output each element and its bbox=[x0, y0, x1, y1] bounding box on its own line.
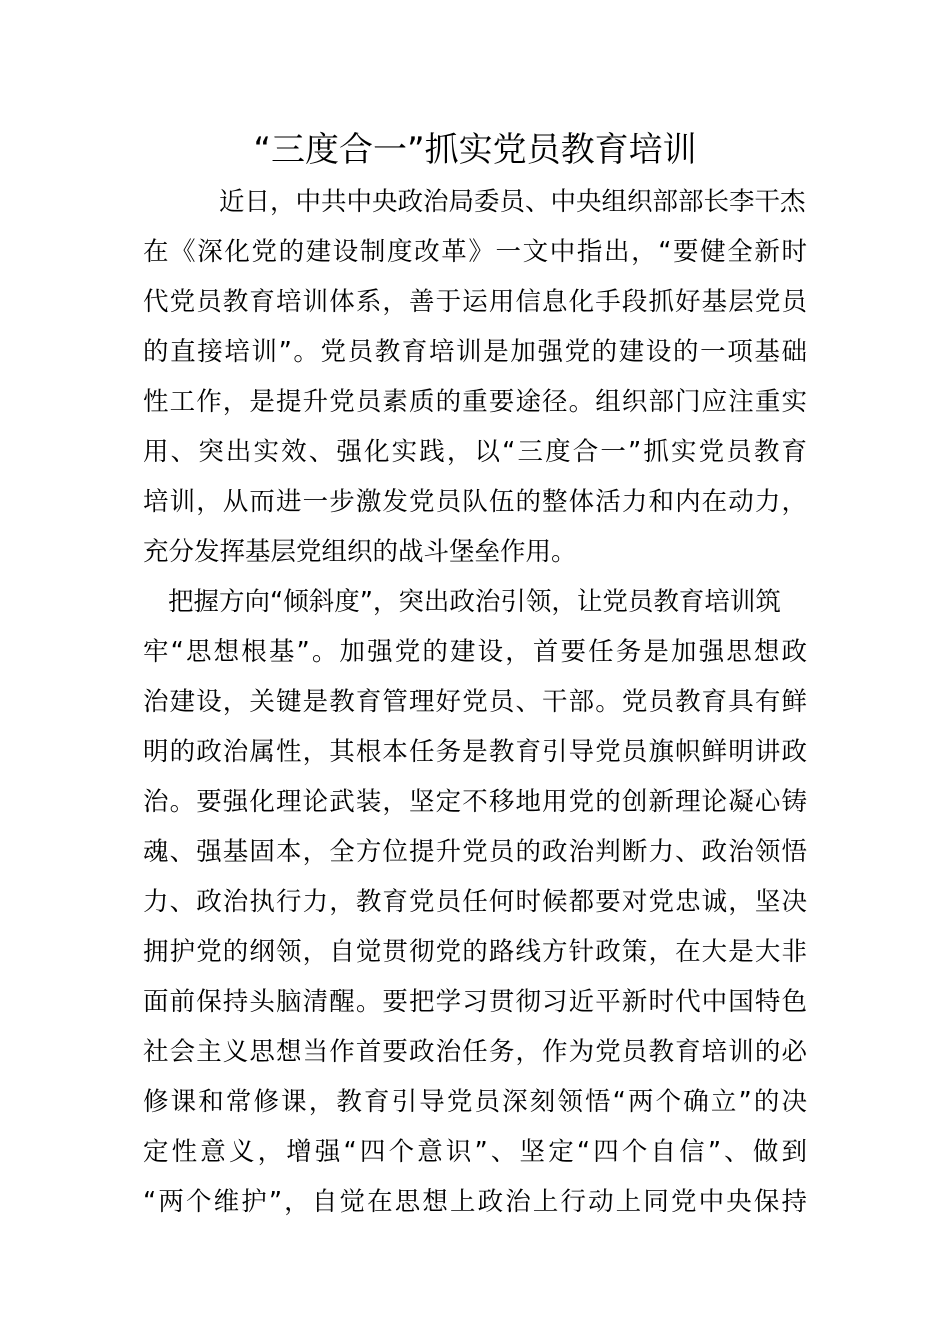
text-line: 牢“思想根基”。加强党的建设，首要任务是加强思想政 bbox=[143, 637, 807, 667]
text-line: 拥护党的纲领，自觉贯彻党的路线方针政策，在大是大非 bbox=[143, 937, 807, 967]
text-line: 力、政治执行力，教育党员任何时候都要对党忠诚，坚决 bbox=[143, 887, 807, 917]
text-line: 性工作，是提升党员素质的重要途径。组织部门应注重实 bbox=[143, 387, 807, 417]
text-line: 用、突出实效、强化实践，以“三度合一”抓实党员教育 bbox=[143, 437, 807, 467]
text-line: 社会主义思想当作首要政治任务，作为党员教育培训的必 bbox=[143, 1037, 807, 1067]
text-line: 修课和常修课，教育引导党员深刻领悟“两个确立”的决 bbox=[143, 1087, 807, 1117]
text-line: 明的政治属性，其根本任务是教育引导党员旗帜鲜明讲政 bbox=[143, 737, 807, 767]
text-line: 治建设，关键是教育管理好党员、干部。党员教育具有鲜 bbox=[143, 687, 807, 717]
text-line: 的直接培训”。党员教育培训是加强党的建设的一项基础 bbox=[143, 337, 807, 367]
text-line: 在《深化党的建设制度改革》一文中指出，“要健全新时 bbox=[143, 237, 807, 267]
text-line: 充分发挥基层党组织的战斗堡垒作用。 bbox=[143, 537, 577, 567]
text-line: “两个维护”，自觉在思想上政治上行动上同党中央保持 bbox=[143, 1187, 807, 1217]
text-line: 面前保持头脑清醒。要把学习贯彻习近平新时代中国特色 bbox=[143, 987, 807, 1017]
text-line: 代党员教育培训体系，善于运用信息化手段抓好基层党员 bbox=[143, 287, 807, 317]
text-line: 治。要强化理论武装，坚定不移地用党的创新理论凝心铸 bbox=[143, 787, 807, 817]
text-line: 定性意义，增强“四个意识”、坚定“四个自信”、做到 bbox=[143, 1137, 807, 1167]
text-line: 把握方向“倾斜度”，突出政治引领，让党员教育培训筑 bbox=[168, 587, 781, 617]
text-line: 魂、强基固本，全方位提升党员的政治判断力、政治领悟 bbox=[143, 837, 807, 867]
text-line: 培训，从而进一步激发党员队伍的整体活力和内在动力， bbox=[143, 487, 807, 517]
document-title: “三度合一”抓实党员教育培训 bbox=[253, 130, 697, 170]
text-line: 近日，中共中央政治局委员、中央组织部部长李干杰 bbox=[219, 187, 806, 217]
